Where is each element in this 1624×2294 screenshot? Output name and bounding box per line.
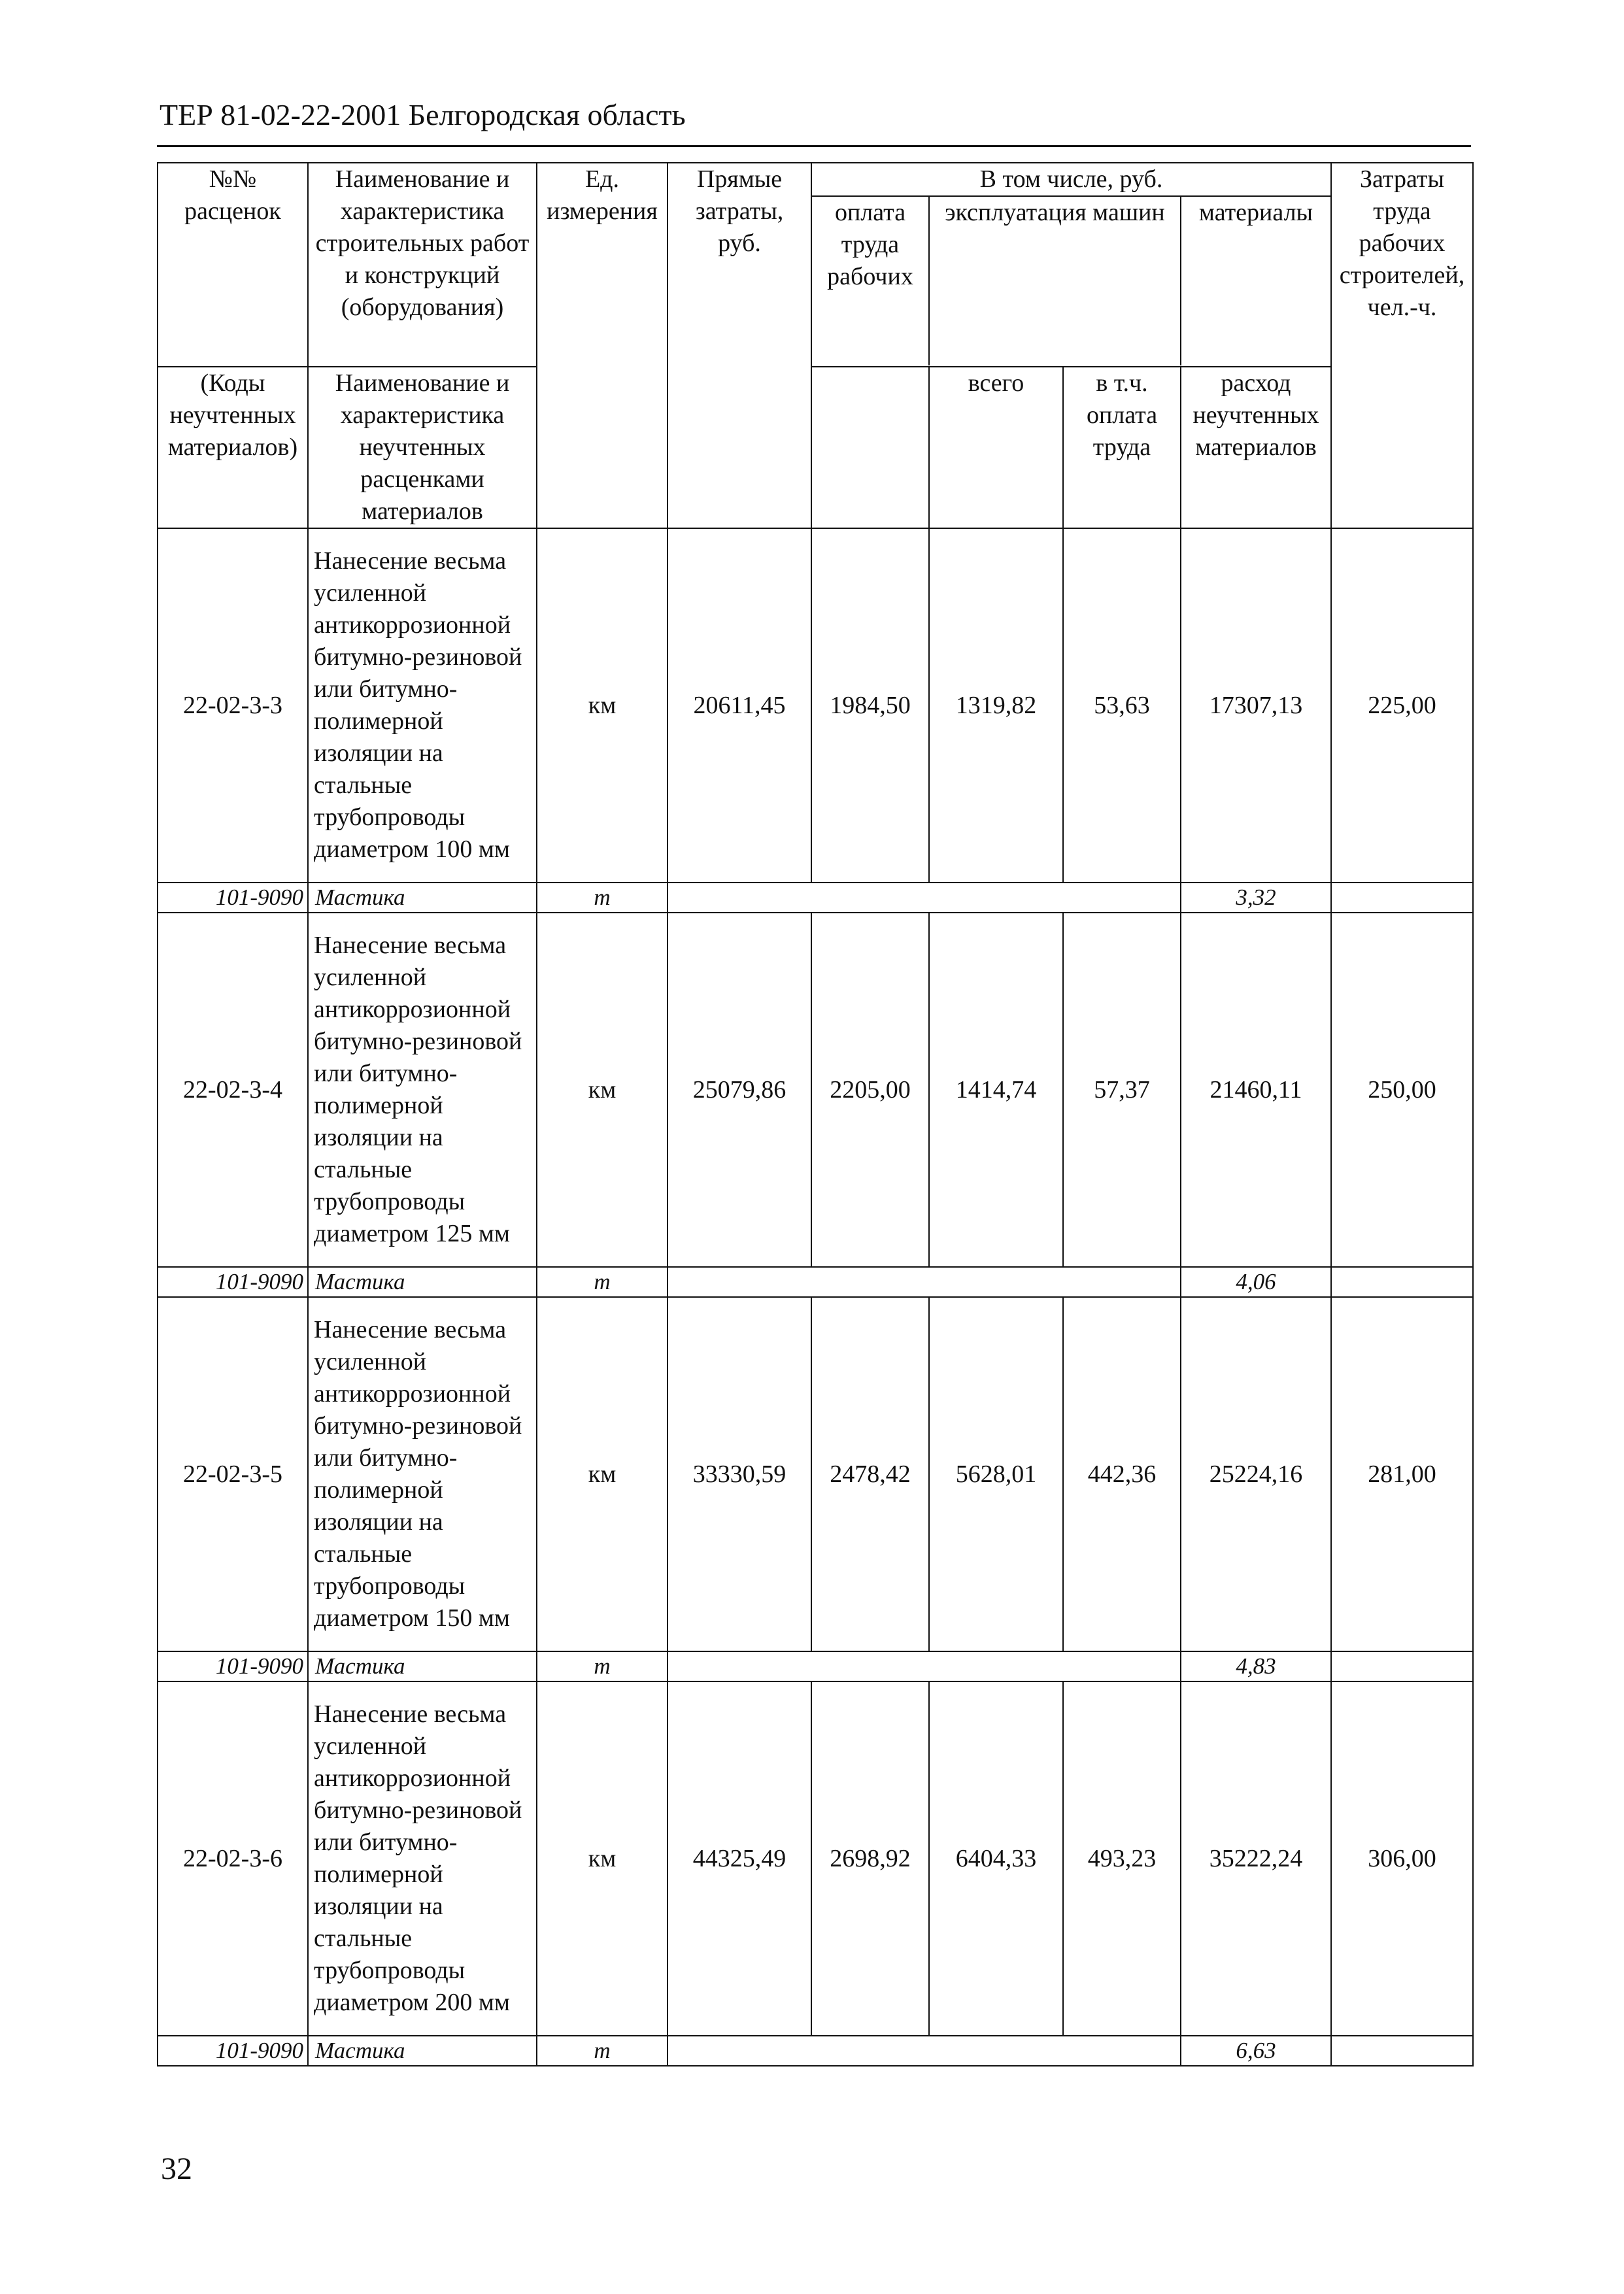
rate-labor: 250,00 bbox=[1331, 913, 1473, 1267]
wages-subcol-blank bbox=[811, 367, 929, 528]
rate-labor: 306,00 bbox=[1331, 1681, 1473, 2036]
rate-direct-cost: 25079,86 bbox=[668, 913, 811, 1267]
rate-machines: 6404,33 bbox=[929, 1681, 1063, 2036]
material-labor-blank bbox=[1331, 1651, 1473, 1681]
rates-table bbox=[157, 162, 1474, 2066]
rate-materials: 35222,24 bbox=[1181, 1681, 1331, 2036]
rate-direct-cost: 20611,45 bbox=[668, 528, 811, 883]
incl-group-title: В том числе, руб. bbox=[812, 163, 1330, 197]
material-unit: т bbox=[537, 1651, 668, 1681]
rate-wages: 2478,42 bbox=[811, 1297, 929, 1651]
table-subhead-row bbox=[158, 367, 1473, 528]
rate-row bbox=[158, 913, 1473, 1267]
page-number: 32 bbox=[161, 2151, 192, 2186]
rate-materials: 17307,13 bbox=[1181, 528, 1331, 883]
material-code: 101-9090 bbox=[158, 1651, 308, 1681]
rate-machines: 1319,82 bbox=[929, 528, 1063, 883]
machines-wages-col-header: в т.ч. оплата труда bbox=[1063, 367, 1181, 528]
rate-unit: км bbox=[537, 528, 668, 883]
material-name: Мастика bbox=[308, 1267, 537, 1297]
material-row bbox=[158, 883, 1473, 913]
rate-name: Нанесение весьма усиленной антикоррозионной битумно-резиновой или битумно-полимерной изоляции на стальные трубопроводы диаметром 100 мм bbox=[308, 528, 537, 883]
rate-row bbox=[158, 1681, 1473, 2036]
material-blank bbox=[668, 2036, 1181, 2066]
material-labor-blank bbox=[1331, 2036, 1473, 2066]
material-qty: 4,06 bbox=[1181, 1267, 1331, 1297]
material-row bbox=[158, 1267, 1473, 1297]
rate-name: Нанесение весьма усиленной антикоррозионной битумно-резиновой или битумно-полимерной изоляции на стальные трубопроводы диаметром 150 мм bbox=[308, 1297, 537, 1651]
material-labor-blank bbox=[1331, 1267, 1473, 1297]
rate-wages: 2698,92 bbox=[811, 1681, 929, 2036]
table-head-row bbox=[158, 163, 1473, 367]
material-name: Мастика bbox=[308, 1651, 537, 1681]
name-col-header: Наименование и характеристика строительных работ и конструкций (оборудования) bbox=[308, 163, 537, 367]
direct-cost-col-header: Прямые затраты, руб. bbox=[668, 163, 811, 528]
rate-machines-wages: 57,37 bbox=[1063, 913, 1181, 1267]
material-qty: 4,83 bbox=[1181, 1651, 1331, 1681]
rate-name: Нанесение весьма усиленной антикоррозионной битумно-резиновой или битумно-полимерной изоляции на стальные трубопроводы диаметром 125 мм bbox=[308, 913, 537, 1267]
rate-materials: 25224,16 bbox=[1181, 1297, 1331, 1651]
rate-machines: 5628,01 bbox=[929, 1297, 1063, 1651]
material-labor-blank bbox=[1331, 883, 1473, 913]
material-row bbox=[158, 1651, 1473, 1681]
materials-col-header: материалы bbox=[1198, 199, 1313, 226]
material-blank bbox=[668, 1267, 1181, 1297]
wages-col-header: оплата труда рабочих bbox=[812, 197, 930, 365]
rate-wages: 2205,00 bbox=[811, 913, 929, 1267]
material-unit: т bbox=[537, 2036, 668, 2066]
rate-unit: км bbox=[537, 1297, 668, 1651]
rate-machines-wages: 53,63 bbox=[1063, 528, 1181, 883]
rate-labor: 281,00 bbox=[1331, 1297, 1473, 1651]
material-code: 101-9090 bbox=[158, 883, 308, 913]
rate-row bbox=[158, 1297, 1473, 1651]
machines-total-col-header: всего bbox=[929, 367, 1063, 528]
rate-direct-cost: 44325,49 bbox=[668, 1681, 811, 2036]
rate-code: 22-02-3-3 bbox=[158, 528, 308, 883]
running-header: ТЕР 81-02-22-2001 Белгородская область bbox=[160, 98, 686, 131]
rate-wages: 1984,50 bbox=[811, 528, 929, 883]
material-row bbox=[158, 2036, 1473, 2066]
rate-code: 22-02-3-6 bbox=[158, 1681, 308, 2036]
rate-name: Нанесение весьма усиленной антикоррозионной битумно-резиновой или битумно-полимерной изоляции на стальные трубопроводы диаметром 200 мм bbox=[308, 1681, 537, 2036]
material-qty: 3,32 bbox=[1181, 883, 1331, 913]
machines-col-header: эксплуатация машин bbox=[930, 197, 1181, 365]
material-unit: т bbox=[537, 883, 668, 913]
material-name: Мастика bbox=[308, 2036, 537, 2066]
material-code: 101-9090 bbox=[158, 2036, 308, 2066]
header-rule bbox=[157, 145, 1471, 147]
rate-unit: км bbox=[537, 1681, 668, 2036]
material-unit: т bbox=[537, 1267, 668, 1297]
labor-col-header: Затраты труда рабочих строителей, чел.-ч. bbox=[1331, 163, 1473, 528]
rate-machines-wages: 493,23 bbox=[1063, 1681, 1181, 2036]
unit-col-header: Ед. измерения bbox=[537, 163, 668, 528]
rate-materials: 21460,11 bbox=[1181, 913, 1331, 1267]
material-code: 101-9090 bbox=[158, 1267, 308, 1297]
material-blank bbox=[668, 883, 1181, 913]
material-qty: 6,63 bbox=[1181, 2036, 1331, 2066]
mat-code-col-header: (Коды неучтенных материалов) bbox=[158, 367, 308, 528]
rate-direct-cost: 33330,59 bbox=[668, 1297, 811, 1651]
rate-machines: 1414,74 bbox=[929, 913, 1063, 1267]
rate-code: 22-02-3-5 bbox=[158, 1297, 308, 1651]
incl-group-header bbox=[811, 163, 1331, 367]
rate-machines-wages: 442,36 bbox=[1063, 1297, 1181, 1651]
material-name: Мастика bbox=[308, 883, 537, 913]
mat-name-col-header: Наименование и характеристика неучтенных расценками материалов bbox=[308, 367, 537, 528]
rate-labor: 225,00 bbox=[1331, 528, 1473, 883]
rate-unit: км bbox=[537, 913, 668, 1267]
rate-code: 22-02-3-4 bbox=[158, 913, 308, 1267]
code-col-header: №№ расценок bbox=[158, 163, 308, 367]
mat-consumption-col-header: расход неучтенных материалов bbox=[1181, 367, 1331, 528]
material-blank bbox=[668, 1651, 1181, 1681]
rate-row bbox=[158, 528, 1473, 883]
